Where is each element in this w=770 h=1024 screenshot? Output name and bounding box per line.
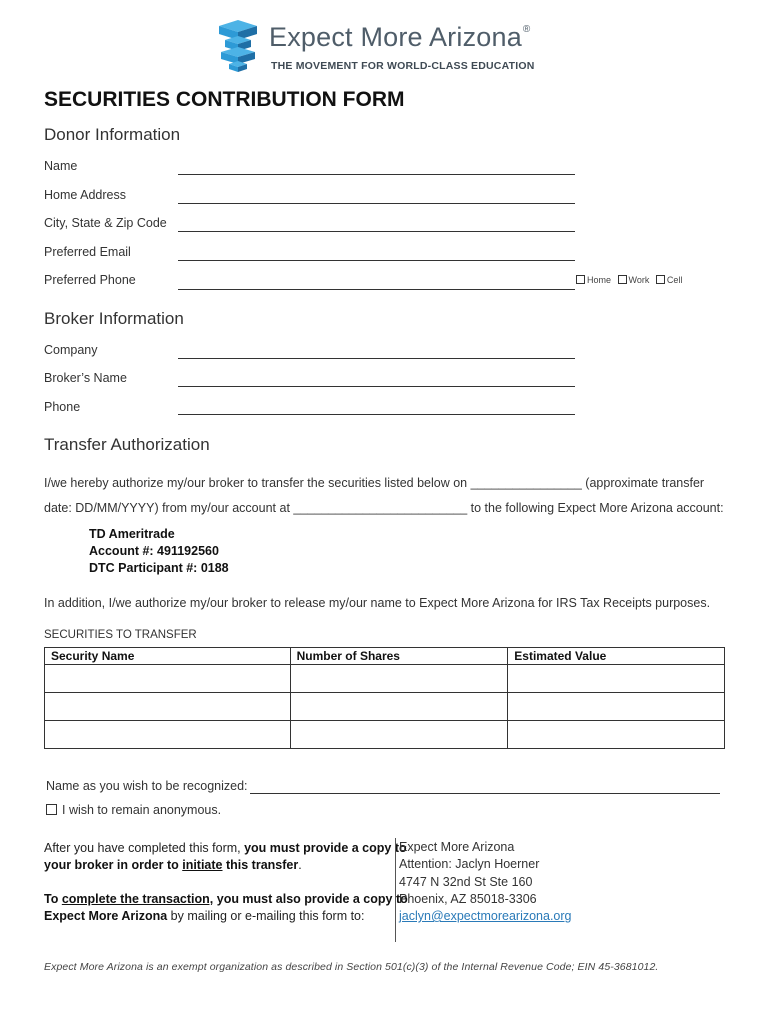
email-label: Preferred Email: [44, 245, 131, 259]
registered-mark: ®: [522, 24, 531, 35]
mailing-org: Expect More Arizona: [399, 840, 515, 854]
city-state-zip-field[interactable]: [178, 231, 575, 232]
transfer-section-title: Transfer Authorization: [44, 435, 210, 454]
email-field[interactable]: [178, 260, 575, 261]
logo-icon: [217, 20, 259, 72]
account-broker-name: TD Ameritrade: [89, 527, 175, 541]
value-cell[interactable]: [508, 665, 725, 693]
form-title: SECURITIES CONTRIBUTION FORM: [44, 88, 405, 111]
securities-table-label: SECURITIES TO TRANSFER: [44, 629, 197, 641]
home-address-field[interactable]: [178, 203, 575, 204]
donor-section-title: Donor Information: [44, 125, 181, 144]
security-name-cell[interactable]: [45, 693, 291, 721]
donor-name-field[interactable]: [178, 174, 575, 175]
checkbox-icon: [576, 275, 585, 284]
release-authorization-text: In addition, I/we authorize my/our broker to release my/our name to Expect More Arizona for IRS Tax Receipts purposes.: [44, 596, 711, 610]
home-address-label: Home Address: [44, 188, 126, 202]
recognition-name-label: Name as you wish to be recognized:: [46, 779, 248, 793]
security-name-cell[interactable]: [45, 721, 291, 749]
table-row: [45, 665, 725, 693]
anonymous-label: I wish to remain anonymous.: [62, 803, 222, 817]
shares-cell[interactable]: [290, 693, 508, 721]
shares-cell[interactable]: [290, 721, 508, 749]
dtc-participant-number: DTC Participant #: 0188: [89, 561, 229, 575]
table-header-row: [45, 648, 725, 665]
broker-phone-label: Phone: [44, 400, 81, 414]
value-cell[interactable]: [508, 721, 725, 749]
authorization-text-line1: I/we hereby authorize my/our broker to transfer the securities listed below on ________________ (approximate transfer: [44, 476, 705, 490]
mailing-attention: Attention: Jaclyn Hoerner: [399, 857, 540, 871]
instructions-paragraph-1: After you have completed this form, you must provide a copy to your broker in order to initiate this transfer.: [44, 841, 407, 872]
authorization-text-line2: date: DD/MM/YYYY) from my/our account at _________________________ to the following Expect More Arizona account:: [44, 501, 724, 515]
security-name-cell[interactable]: [45, 665, 291, 693]
value-cell[interactable]: [508, 693, 725, 721]
column-header: Security Name: [45, 648, 291, 665]
securities-table: [44, 647, 725, 749]
footer-disclaimer: Expect More Arizona is an exempt organization as described in Section 501(c)(3) of the Internal Revenue Code; EIN 45-3681012.: [44, 961, 659, 973]
phone-home-option[interactable]: Home: [576, 275, 611, 285]
broker-phone-field[interactable]: [178, 414, 575, 415]
company-field[interactable]: [178, 358, 575, 359]
phone-work-option[interactable]: Work: [618, 275, 650, 285]
mailing-street: 4747 N 32nd St Ste 160: [399, 875, 533, 889]
donor-name-label: Name: [44, 159, 78, 173]
city-state-zip-label: City, State & Zip Code: [44, 216, 167, 230]
checkbox-icon[interactable]: [46, 804, 57, 815]
phone-field[interactable]: [178, 289, 575, 290]
column-header: Estimated Value: [508, 648, 725, 665]
table-row: [45, 693, 725, 721]
table-row: [45, 721, 725, 749]
broker-name-label: Broker’s Name: [44, 371, 127, 385]
recognition-name-field[interactable]: [250, 793, 720, 794]
checkbox-icon: [618, 275, 627, 284]
broker-name-field[interactable]: [178, 386, 575, 387]
column-header: Number of Shares: [290, 648, 508, 665]
shares-cell[interactable]: [290, 665, 508, 693]
brand-name: Expect More Arizona®: [269, 22, 531, 52]
broker-section-title: Broker Information: [44, 309, 184, 328]
anonymous-option[interactable]: [46, 803, 221, 817]
phone-type-options: [576, 275, 686, 285]
phone-cell-option[interactable]: Cell: [656, 275, 683, 285]
email-link[interactable]: jaclyn@expectmorearizona.org: [399, 909, 572, 923]
company-label: Company: [44, 343, 98, 357]
mailing-city: Phoenix, AZ 85018-3306: [399, 892, 537, 906]
brand-tagline: THE MOVEMENT FOR WORLD-CLASS EDUCATION: [271, 60, 535, 72]
checkbox-icon: [656, 275, 665, 284]
column-divider: [395, 838, 396, 942]
account-number: Account #: 491192560: [89, 544, 219, 558]
instructions-paragraph-2: To complete the transaction, you must also provide a copy to Expect More Arizona by mailing or e-mailing this form to:: [44, 892, 408, 923]
phone-label: Preferred Phone: [44, 273, 136, 287]
